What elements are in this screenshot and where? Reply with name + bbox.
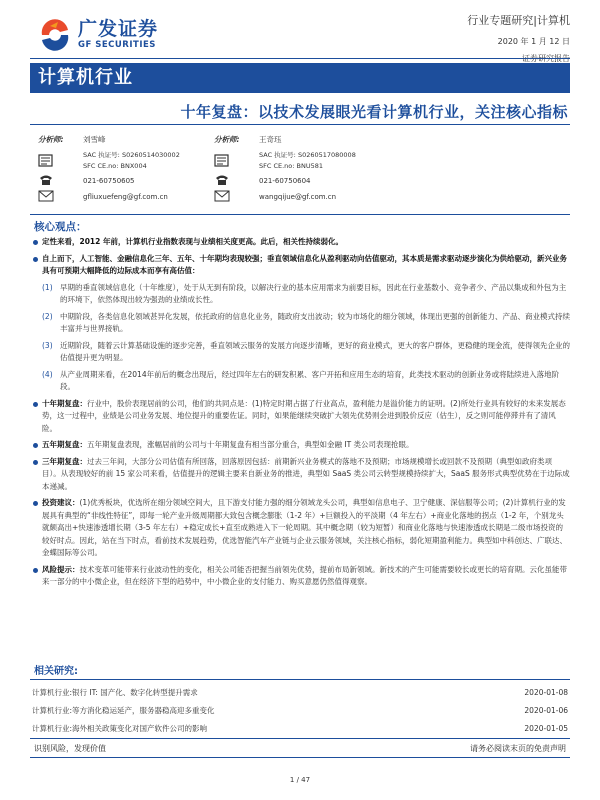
core-point-3y: 三年期复盘：过去三年间，大部分公司估值有所回落，回落原因包括：前期新兴业务模式的落地不及预期；市场规模增长或回款不及预期（典型如政府类项目）。从表现较好的前 15 家公司来看，估值提升的逻辑主要来自新业务的推进，典型如 SaaS 类公司云转型规模持续扩大，SaaS 服务形式典型优势在于边际成本递减。 (30, 456, 570, 494)
gf-logo (38, 18, 158, 52)
core-point-risk: 风险提示：技术变革可能带来行业波动性的变化，相关公司能否把握当前领先优势，提前布局新领域。新技术的产生可能需要较长或更长的培育期。云化虽能带来一部分的中小微企业，但在经济下型的趋势中，中小微企业的支付能力、购买意愿仍然值得观察。 (30, 564, 570, 589)
core-views (30, 236, 570, 593)
header-divider (30, 58, 570, 59)
related-item-title[interactable]: 计算机行业:等方消化稳运延产，服务器稳高迎多重变化 (32, 706, 215, 715)
report-type: 行业专题研究|计算机 (467, 14, 570, 27)
core-point-5y: 五年期复盘：五年期复盘表现，涨幅居前的公司与十年期复盘有相当部分重合，典型如金融 IT 类公司表现抢眼。 (30, 439, 570, 452)
analyst-phone: 021-60750605 (83, 177, 135, 185)
bullet-icon (33, 257, 38, 262)
page-number: 1 / 47 (289, 776, 311, 784)
core-point-2: 自上而下，人工智能、金融信息化三年、五年、十年期均表现较强；垂直领域信息化从盈利驱动向估值驱动，其本质是需求驱动逐步演化为供给驱动，新兴业务具有可预期大幅降低的边际成本而享有高估值： (30, 253, 570, 278)
logo-english-text: GF SECURITIES (78, 40, 156, 51)
analyst-name: 刘雪峰 (83, 135, 106, 144)
bullet-icon (33, 501, 38, 506)
analyst-phone: 021-60750604 (259, 177, 311, 185)
analyst-sac: SAC 执证号: S0260517080008 (259, 151, 356, 159)
email-icon (38, 190, 83, 204)
bullet-icon (33, 443, 38, 448)
core-subpoint-1: (1) 早期的垂直领域信息化（十年维度），处于从无到有阶段，以解决行业的基本应用需求为前要目标，因此在行业基数小、竞争者少、产品以集成和外包为主的环境下，依然体现出较为强劲的业绩成长性。 (42, 282, 567, 304)
analyst-label: 分析师: (214, 135, 240, 144)
core-subpoint-3: (3) 近期阶段，随着云计算基础设施的逐步完善，垂直领域云服务的发展方向逐步清晰，更好的商业模式，更大的客户群体，更稳健的现金流，使得领先企业的估值提升更为明显。 (42, 340, 570, 362)
related-item[interactable] (32, 685, 568, 703)
title-divider (30, 124, 570, 125)
related-research-heading: 相关研究: (34, 666, 78, 677)
core-point-advice: 投资建议：(1)优秀板块，优选所在细分领域空间大，且下游支付能力强的细分领域龙头公司，典型如信息电子、卫宁健康、深信服等公司；(2)计算机行业的发展具有典型的“非线性特征”，即每一轮产业升级周期都大致包含概念膨胀（1-2 年）+巨额投入的平淡期（4 年左右）+商业化落地的拐点（1-2 年，个别龙头就颇高出+快速渗透增长期（3-5 年左右）+稳定成长+直至成熟进入下一轮周期。其中概念期（较为短暂）和商业化落地与快速渗透成长期是二级市场投资的较好时点。因此，站在当下时点，看前技术发展趋势，优选智能汽车产业链与企业云服务领域，关注核心指标，弱化短期盈利能力。典型如中科创达、广联达、金蝶国际等公司。 (30, 497, 570, 560)
related-divider (30, 679, 570, 680)
bullet-icon (33, 568, 38, 573)
bullet-icon (33, 240, 38, 245)
footer-slogan: 识别风险，发现价值 (34, 744, 106, 753)
related-item-title[interactable]: 计算机行业:海外相关政策变化对国产软件公司的影响 (32, 724, 208, 733)
industry-banner: 计算机行业 (30, 63, 570, 93)
analyst-email[interactable]: gfliuxuefeng@gf.com.cn (83, 193, 168, 201)
email-icon (214, 190, 259, 204)
related-end-divider (30, 738, 570, 739)
footer-disclaimer: 请务必阅读末页的免责声明 (470, 744, 566, 753)
report-kind: 证券研究报告 (522, 54, 570, 63)
related-item-title[interactable]: 计算机行业:银行 IT: 国产化、数字化转型提升需求 (32, 688, 198, 697)
phone-icon (214, 174, 259, 188)
analyst-card-2 (214, 134, 444, 204)
analyst-sfc: SFC CE.no: BNU581 (259, 162, 324, 170)
analyst-sfc: SFC CE.no: BNX004 (83, 162, 147, 170)
report-title: 十年复盘：以技术发展眼光看计算机行业，关注核心指标 (180, 103, 568, 121)
related-item-date: 2020-01-06 (524, 706, 568, 715)
core-subpoint-2: (2) 中期阶段，各类信息化领域甚异化发展，依托政府的信息化业务，随政府支出波动；较为市场化的细分领域，体现出更强的创新能力、产品、商业模式持续丰富并与世界接轨。 (42, 311, 570, 333)
core-views-heading: 核心观点： (34, 221, 87, 233)
related-item[interactable] (32, 703, 568, 721)
certificate-icon (38, 154, 83, 168)
related-item-date: 2020-01-08 (524, 688, 568, 697)
related-item[interactable] (32, 721, 568, 739)
analyst-divider (30, 214, 570, 215)
analyst-email[interactable]: wangqijue@gf.com.cn (259, 193, 337, 201)
analyst-name: 王奇珏 (259, 135, 282, 144)
gf-logo-icon (38, 18, 72, 52)
report-meta (467, 12, 570, 64)
analyst-label: 分析师: (38, 135, 64, 144)
certificate-icon (214, 154, 259, 168)
core-point-10y: 十年期复盘：行业中，股价表现居前的公司，他们的共同点是：(1)特定时期占据了行业高点，盈利能力是溢价能力的证明。(2)所处行业具有较好的未来发展态势，这一过程中，业绩是公司业务发展、地位提升的重要佐证。同时，如果能继续突破扩大领先优势则会进到股价反应（估生），反之则可能停滞并有了清风险。 (30, 398, 570, 436)
report-date: 2020 年 1 月 12 日 (497, 37, 570, 46)
related-item-date: 2020-01-05 (524, 724, 568, 733)
core-point-1: 定性来看，2012 年前，计算机行业指数表现与业绩相关度更高。此后，相关性持续弱化。 (30, 236, 570, 249)
bullet-icon (33, 402, 38, 407)
core-subpoint-4: (4) 从产业周期来看，在2014年前后的概念出现后，经过四年左右的研发积累、客户开拓和应用生态的培育，此类技术驱动的创新业务或将陆续进入落地阶段。 (42, 369, 560, 391)
phone-icon (38, 174, 83, 188)
footer-divider (30, 757, 570, 758)
related-research-list (32, 685, 568, 739)
analyst-sac: SAC 执证号: S0260514030002 (83, 151, 180, 159)
bullet-icon (33, 460, 38, 465)
logo-chinese-text: 广发证券 (78, 18, 159, 41)
